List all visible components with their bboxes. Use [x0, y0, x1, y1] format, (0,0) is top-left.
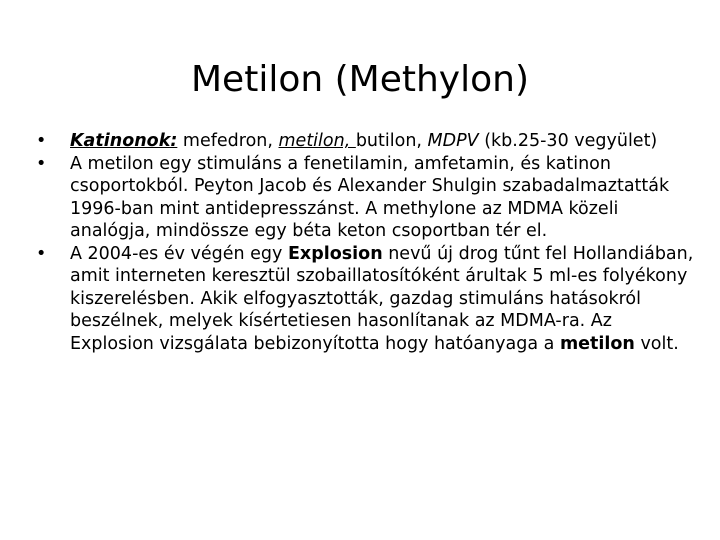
term-metilon-bold: metilon: [559, 333, 635, 354]
bullet-dot-icon: •: [36, 243, 47, 264]
text-segment: (kb.25-30 vegyület): [478, 131, 658, 151]
bullet-item-explosion: [36, 243, 696, 356]
bullet-item-cathinones: [36, 130, 696, 153]
text-segment: butilon,: [355, 131, 428, 151]
term-mdpv: MDPV: [427, 131, 479, 151]
text-segment: nevű új drog tűnt fel Hollandiában, amit interneten keresztül szobaillatosítóként árultak 5 ml-es folyékony kiszerelésben. Akik elfogyasztották, gazdag stimuláns hatásokról beszélnek, melyek kísértetiesen hasonlítanak az MDMA-ra. Az Explosion vizsgálata bebizonyította hogy hatóanyaga a: [70, 243, 694, 354]
bullet-dot-icon: •: [36, 131, 47, 151]
term-metilon: metilon,: [278, 131, 356, 151]
text-segment: mefedron,: [177, 131, 279, 151]
slide-title: Metilon (Methylon): [191, 59, 529, 100]
term-explosion: Explosion: [287, 243, 383, 264]
bullet-text: [70, 244, 693, 354]
bullet-text: A metilon egy stimuláns a fenetilamin, amfetamin, és katinon csoportokból. Peyton Jacob és Alexander Shulgin szabadalmaztatták 1996-ban mint antidepresszánst. A methylone az MDMA közeli analógja, mindössze egy béta keton csoportban tér el.: [70, 153, 670, 241]
term-katinonok: Katinonok:: [70, 131, 178, 151]
bullet-dot-icon: •: [36, 153, 47, 174]
bullet-item-description: [36, 153, 696, 243]
text-segment: volt.: [634, 333, 679, 354]
bullet-text: [70, 131, 657, 151]
bullet-list: [36, 130, 696, 355]
text-segment: A 2004-es év végén egy: [70, 243, 288, 264]
